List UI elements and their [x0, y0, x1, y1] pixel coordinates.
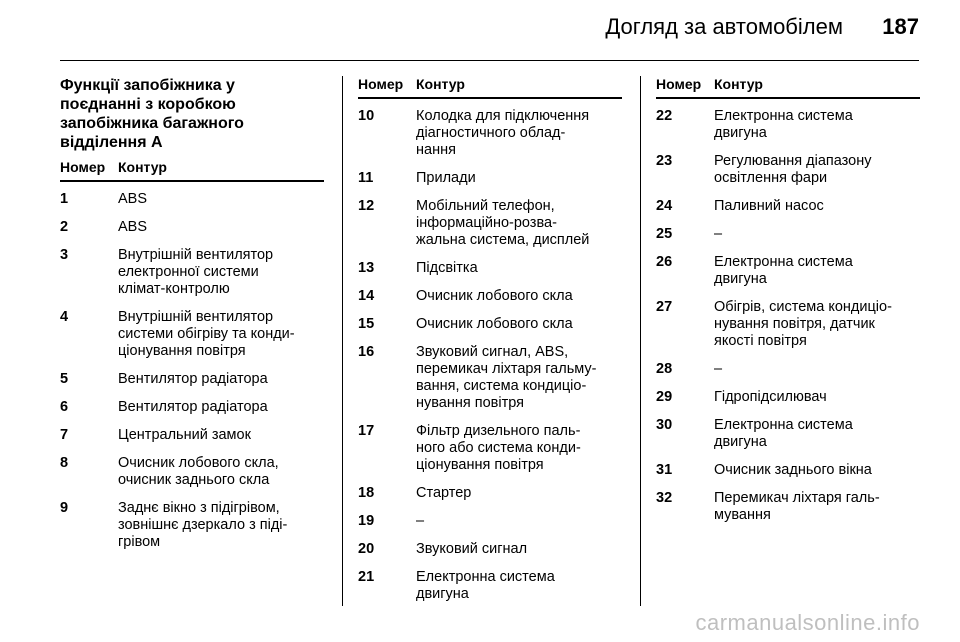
fuse-number: 30: [656, 417, 673, 433]
fuse-number: 7: [60, 427, 69, 443]
table-header: [358, 76, 622, 99]
table-row: [60, 241, 324, 303]
table-row: [358, 310, 622, 338]
table-row: [358, 417, 622, 479]
table-row: [60, 393, 324, 421]
header-contour: Контур: [416, 76, 465, 92]
fuse-number: 3: [60, 247, 69, 263]
fuse-circuit: Мобільний телефон, інформаційно-розва- жальна система, дисплей: [416, 198, 590, 248]
fuse-circuit: –: [714, 226, 723, 242]
table-row: [656, 192, 920, 220]
fuse-number: 9: [60, 500, 69, 516]
fuse-circuit: Паливний насос: [714, 198, 824, 214]
fuse-circuit: Колодка для підключення діагностичного облад- нання: [416, 108, 590, 158]
fuse-number: 12: [358, 198, 375, 214]
table-row: [358, 99, 622, 164]
table-row: [60, 182, 324, 213]
fuse-number: 18: [358, 485, 375, 501]
table-row: [358, 479, 622, 507]
fuse-circuit: Внутрішній вентилятор електронної системи клімат-контролю: [118, 247, 274, 297]
section-title-line: відділення А: [60, 134, 163, 151]
fuse-number: 16: [358, 344, 375, 360]
fuse-circuit: Звуковий сигнал: [416, 541, 528, 557]
column-divider: [342, 76, 343, 606]
fuse-circuit: ABS: [118, 191, 148, 207]
fuse-number: 23: [656, 153, 673, 169]
table-row: [656, 147, 920, 192]
table-row: [656, 293, 920, 355]
fuse-circuit: –: [416, 513, 425, 529]
fuse-number: 15: [358, 316, 375, 332]
column-divider: [640, 76, 641, 606]
header-number: Номер: [60, 159, 106, 175]
fuse-circuit: Гідропідсилювач: [714, 389, 827, 405]
table-row: [656, 484, 920, 529]
fuse-circuit: Обігрів, система кондиціо- нування повітря, датчик якості повітря: [714, 299, 892, 349]
fuse-number: 31: [656, 462, 673, 478]
fuse-circuit: Електронна система двигуна: [714, 417, 853, 450]
fuse-number: 26: [656, 254, 673, 270]
fuse-table: [656, 99, 920, 529]
fuse-circuit: Звуковий сигнал, ABS, перемикач ліхтаря гальму- вання, система кондиціо- нування повітря: [416, 344, 597, 411]
table-row: [656, 220, 920, 248]
table-row: [358, 507, 622, 535]
fuse-circuit: Заднє вікно з підігрівом, зовнішнє дзеркало з піді- грівом: [118, 500, 288, 550]
fuse-number: 6: [60, 399, 69, 415]
fuse-circuit: Фільтр дизельного паль- ного або система конди- ціонування повітря: [416, 423, 581, 473]
fuse-circuit: Електронна система двигуна: [714, 254, 853, 287]
page-header: [60, 0, 919, 61]
header-contour: Контур: [118, 159, 167, 175]
column-1: [60, 76, 324, 556]
fuse-circuit: Центральний замок: [118, 427, 251, 443]
fuse-number: 17: [358, 423, 375, 439]
fuse-number: 22: [656, 108, 673, 124]
table-row: [60, 421, 324, 449]
fuse-number: 8: [60, 455, 69, 471]
fuse-circuit: Регулювання діапазону освітлення фари: [714, 153, 872, 186]
header-number: Номер: [656, 76, 702, 92]
fuse-circuit: Підсвітка: [416, 260, 478, 276]
fuse-circuit: Вентилятор радіатора: [118, 371, 268, 387]
fuse-circuit: Стартер: [416, 485, 472, 501]
section-title-line: запобіжника багажного: [60, 115, 244, 132]
fuse-number: 32: [656, 490, 673, 506]
table-row: [656, 355, 920, 383]
table-header: [656, 76, 920, 99]
fuse-circuit: Вентилятор радіатора: [118, 399, 268, 415]
fuse-number: 27: [656, 299, 673, 315]
fuse-number: 2: [60, 219, 69, 235]
table-row: [358, 254, 622, 282]
header-number: Номер: [358, 76, 404, 92]
fuse-number: 11: [358, 170, 374, 186]
table-row: [60, 303, 324, 365]
fuse-circuit: Очисник лобового скла: [416, 316, 573, 332]
fuse-circuit: –: [714, 361, 723, 377]
table-row: [60, 449, 324, 494]
fuse-circuit: Очисник лобового скла, очисник заднього скла: [118, 455, 279, 488]
table-row: [656, 248, 920, 293]
section-title: [60, 76, 324, 152]
fuse-table: [358, 99, 622, 608]
table-row: [358, 192, 622, 254]
fuse-number: 4: [60, 309, 69, 325]
fuse-number: 24: [656, 198, 673, 214]
fuse-circuit: Очисник заднього вікна: [714, 462, 872, 478]
fuse-circuit: Перемикач ліхтаря галь- мування: [714, 490, 880, 523]
table-row: [656, 456, 920, 484]
table-row: [60, 365, 324, 393]
header-contour: Контур: [714, 76, 763, 92]
fuse-table: [60, 182, 324, 556]
fuse-number: 20: [358, 541, 375, 557]
fuse-number: 21: [358, 569, 375, 585]
fuse-circuit: Електронна система двигуна: [416, 569, 555, 602]
table-row: [358, 535, 622, 563]
fuse-number: 25: [656, 226, 673, 242]
table-header: [60, 159, 324, 182]
table-row: [358, 164, 622, 192]
fuse-number: 29: [656, 389, 673, 405]
table-row: [60, 494, 324, 556]
table-row: [656, 383, 920, 411]
fuse-number: 5: [60, 371, 69, 387]
section-title-line: Функції запобіжника у: [60, 77, 235, 94]
watermark: carmanualsonline.info: [695, 610, 920, 635]
column-3: [656, 76, 920, 529]
table-row: [358, 338, 622, 417]
fuse-circuit: Прилади: [416, 170, 476, 186]
fuse-circuit: Очисник лобового скла: [416, 288, 573, 304]
fuse-circuit: Внутрішній вентилятор системи обігріву та конди- ціонування повітря: [118, 309, 295, 359]
table-row: [358, 563, 622, 608]
table-row: [60, 213, 324, 241]
fuse-circuit: ABS: [118, 219, 148, 235]
section-title-line: поєднанні з коробкою: [60, 96, 236, 113]
table-row: [656, 411, 920, 456]
fuse-number: 14: [358, 288, 375, 304]
table-row: [656, 99, 920, 147]
page-number: 187: [882, 14, 919, 39]
fuse-number: 28: [656, 361, 673, 377]
fuse-circuit: Електронна система двигуна: [714, 108, 853, 141]
fuse-number: 13: [358, 260, 375, 276]
table-row: [358, 282, 622, 310]
column-2: [358, 76, 622, 608]
fuse-number: 1: [60, 191, 69, 207]
header-title: Догляд за автомобілем: [605, 14, 843, 39]
fuse-number: 10: [358, 108, 375, 124]
fuse-number: 19: [358, 513, 375, 529]
